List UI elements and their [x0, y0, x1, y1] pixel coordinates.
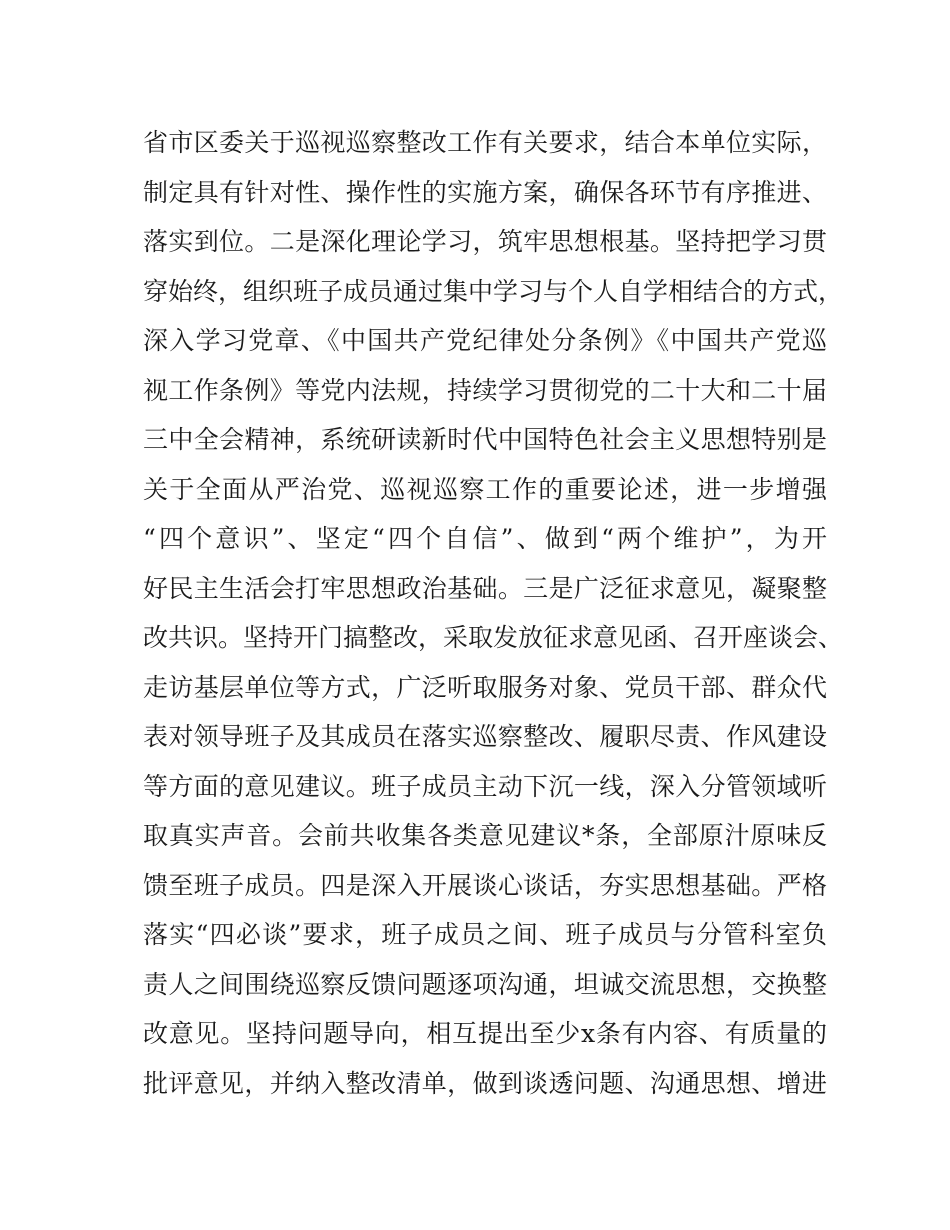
text-line: 深入学习党章、《中国共产党纪律处分条例》《中国共产党巡 [143, 326, 827, 355]
text-line: 穿始终，组织班子成员通过集中学习与个人自学相结合的方式， [143, 276, 844, 306]
body-paragraph [143, 126, 844, 1116]
text-line: 表对领导班子及其成员在落实巡察整改、履职尽责、作风建设 [143, 722, 827, 751]
text-line: 走访基层单位等方式，广泛听取服务对象、党员干部、群众代 [143, 672, 827, 702]
text-line: 好民主生活会打牢思想政治基础。三是广泛征求意见，凝聚整 [143, 573, 827, 603]
text-line: 改意见。坚持问题导向，相互提出至少x条有内容、有质量的 [143, 1019, 827, 1048]
text-line: 三中全会精神，系统研读新时代中国特色社会主义思想特别是 [143, 425, 827, 454]
text-line: 取真实声音。会前共收集各类意见建议*条，全部原汁原味反 [143, 821, 827, 850]
text-line: 改共识。坚持开门搞整改，采取发放征求意见函、召开座谈会、 [143, 623, 844, 652]
text-line: 关于全面从严治党、巡视巡察工作的重要论述，进一步增强 [143, 474, 827, 504]
text-line: 制定具有针对性、操作性的实施方案，确保各环节有序推进、 [143, 177, 827, 207]
text-line: 责人之间围绕巡察反馈问题逐项沟通，坦诚交流思想，交换整 [143, 969, 827, 999]
text-line: 落实“四必谈”要求，班子成员之间、班子成员与分管科室负 [143, 920, 827, 949]
text-line: 等方面的意见建议。班子成员主动下沉一线，深入分管领域听 [143, 771, 827, 801]
text-line: 批评意见，并纳入整改清单，做到谈透问题、沟通思想、增进 [143, 1068, 827, 1098]
text-line: 馈至班子成员。四是深入开展谈心谈话，夯实思想基础。严格 [143, 870, 827, 900]
text-line: 省市区委关于巡视巡察整改工作有关要求，结合本单位实际， [143, 128, 827, 157]
text-line: 视工作条例》等党内法规，持续学习贯彻党的二十大和二十届 [143, 375, 827, 405]
text-line: 落实到位。二是深化理论学习，筑牢思想根基。坚持把学习贯 [143, 227, 827, 256]
text-line: “四个意识”、坚定“四个自信”、做到“两个维护”，为开 [143, 524, 827, 553]
